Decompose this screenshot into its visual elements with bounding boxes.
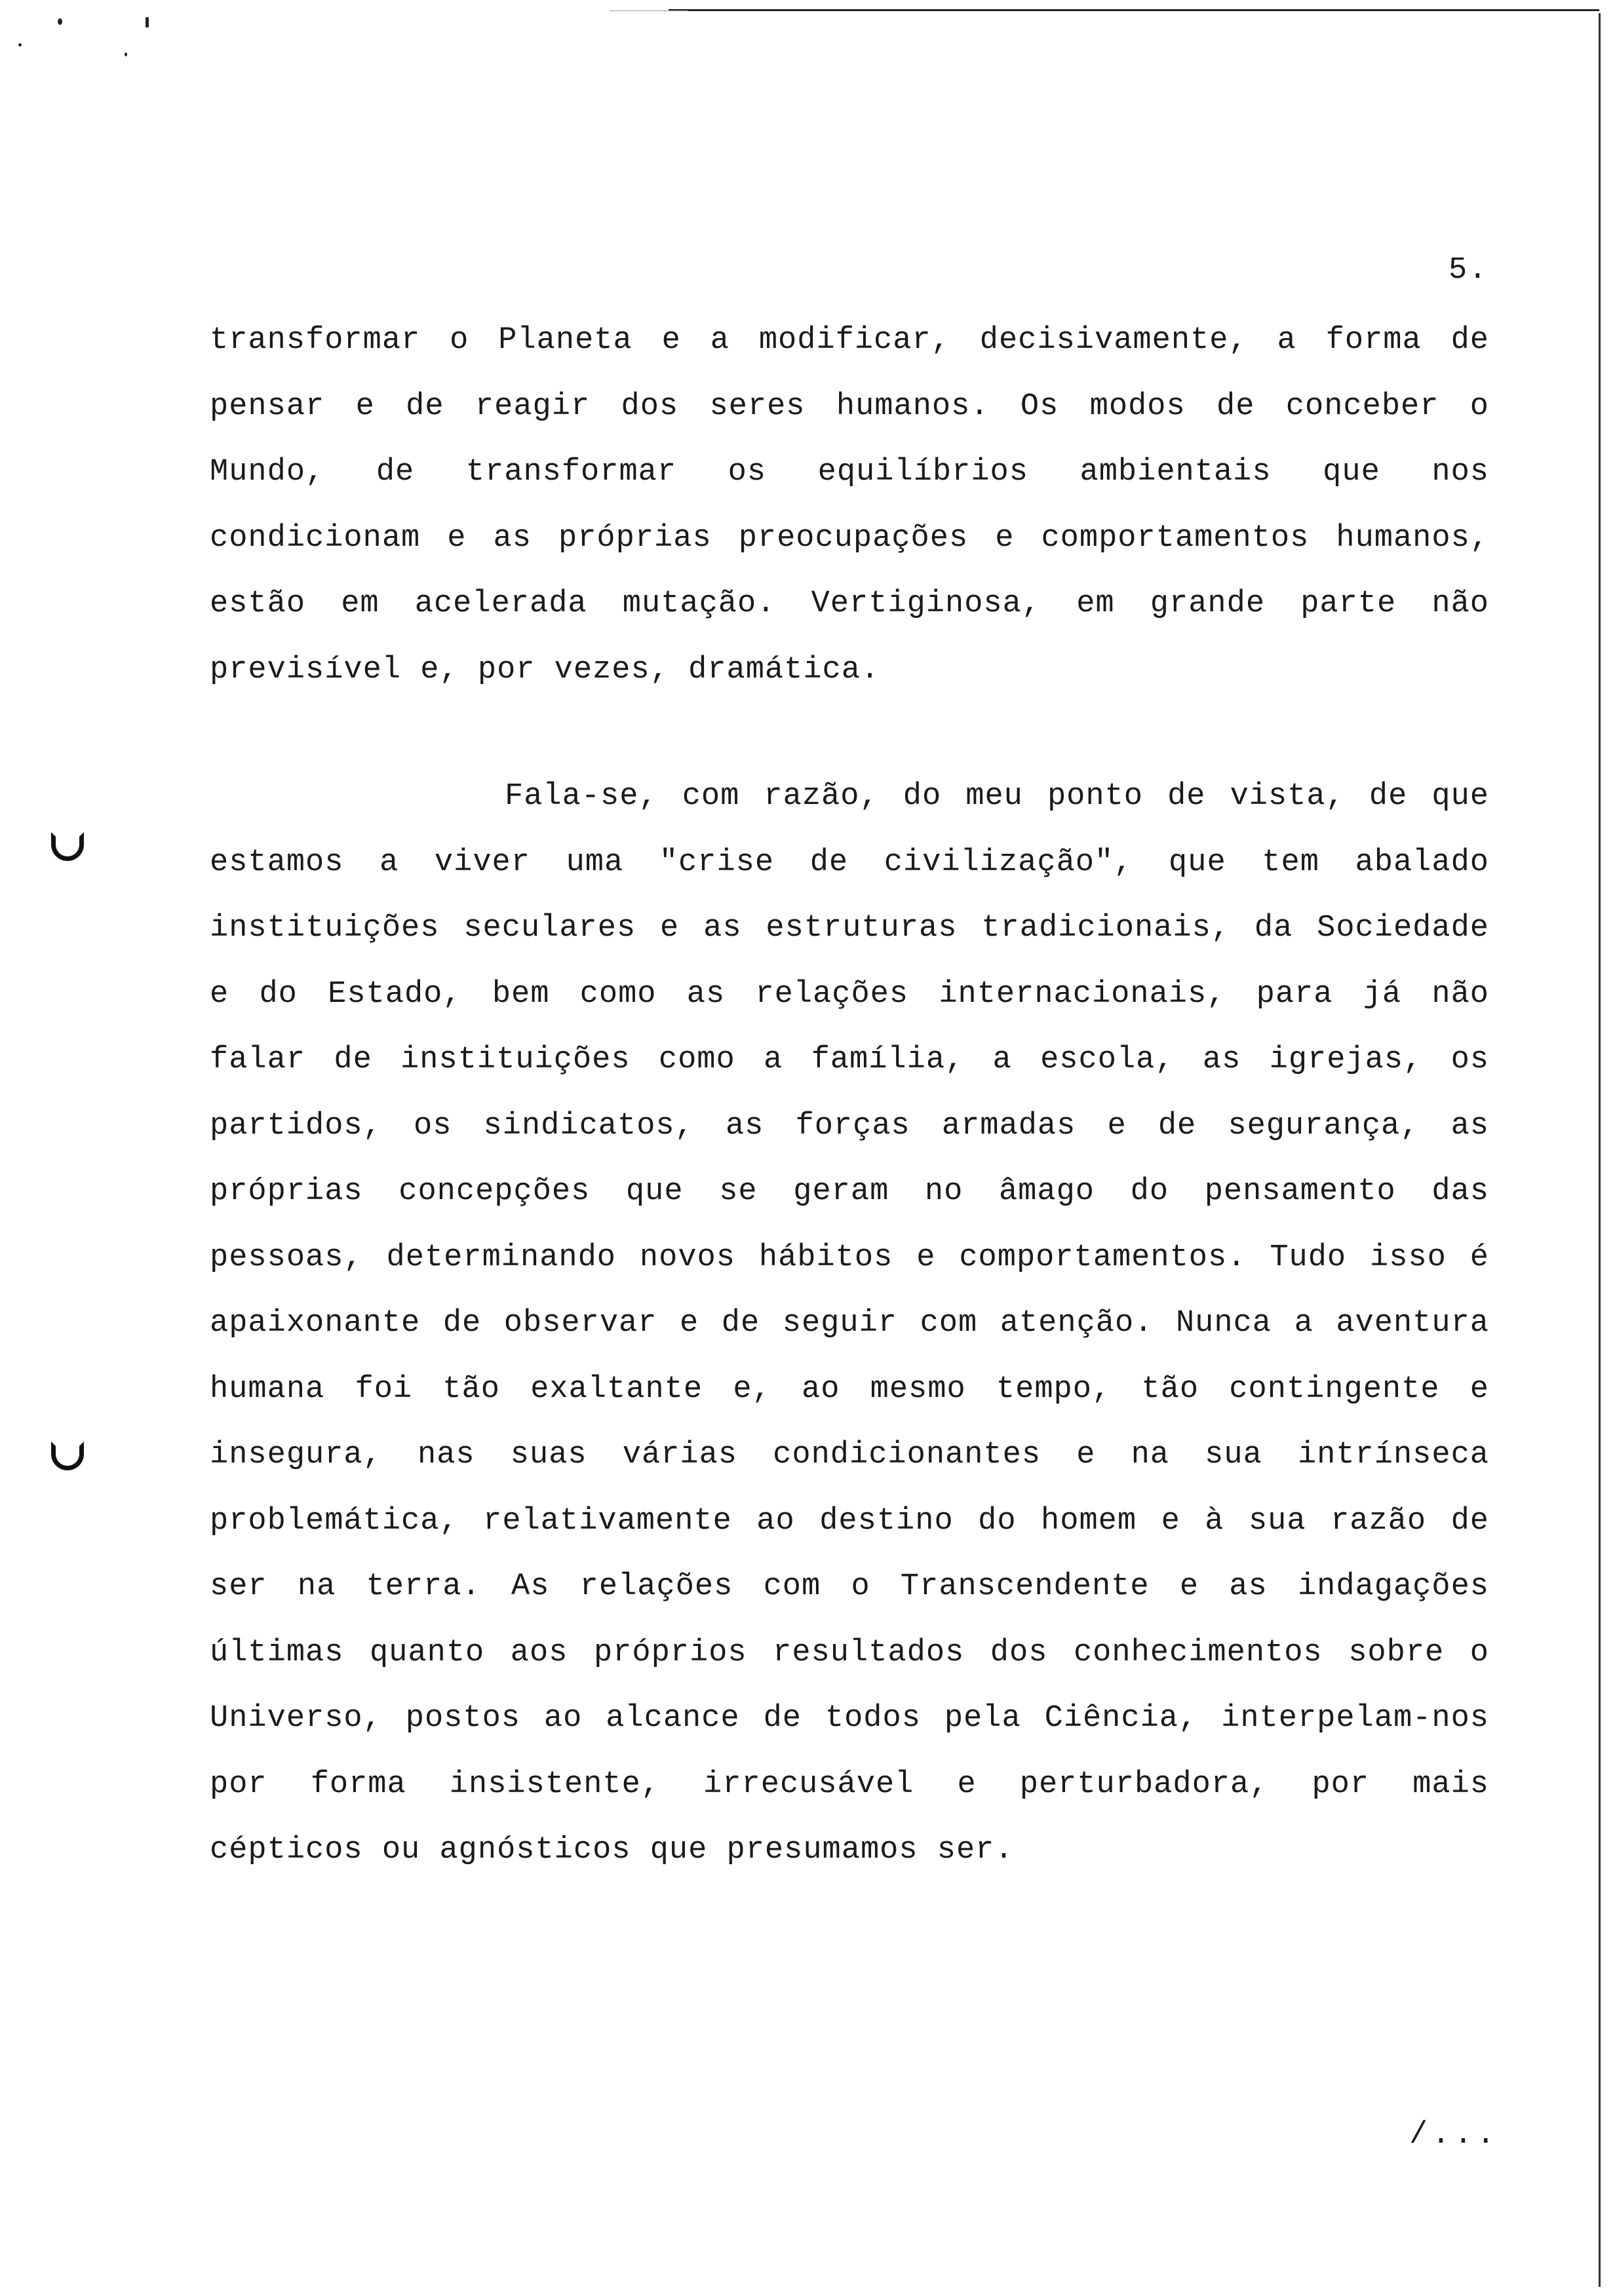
scan-speck	[125, 52, 127, 56]
text-line: ser na terra. As relações com o Transcendente e as indagações	[210, 1569, 1489, 1604]
text-line: instituições seculares e as estruturas tradicionais, da Sociedade	[210, 911, 1489, 946]
binder-hole-icon	[51, 832, 84, 861]
text-line: transformar o Planeta e a modificar, decisivamente, a forma de	[210, 323, 1489, 358]
text-line: falar de instituições como a família, a escola, as igrejas, os	[210, 1043, 1489, 1077]
text-line: e do Estado, bem como as relações internacionais, para já não	[210, 976, 1489, 1012]
text-line: estão em acelerada mutação. Vertiginosa, em grande parte não	[210, 586, 1489, 621]
text-line: pensar e de reagir dos seres humanos. Os modos de conceber o	[210, 389, 1489, 424]
page-number: 5.	[1449, 253, 1489, 288]
text-line: últimas quanto aos próprios resultados dos conhecimentos sobre o	[210, 1635, 1489, 1670]
binder-hole-icon	[51, 1442, 84, 1470]
top-edge-rule	[669, 9, 1599, 11]
scan-speck	[18, 43, 22, 47]
text-line: humana foi tão exaltante e, ao mesmo tempo, tão contingente e	[210, 1371, 1489, 1407]
continuation-mark: /...	[1409, 2118, 1499, 2152]
text-line: apaixonante de observar e de seguir com atenção. Nunca a aventura	[210, 1306, 1489, 1341]
text-line: por forma insistente, irrecusável e perturbadora, por mais	[210, 1767, 1489, 1802]
text-line: cépticos ou agnósticos que presumamos ser.	[210, 1833, 1014, 1867]
text-line: pessoas, determinando novos hábitos e comportamentos. Tudo isso é	[210, 1240, 1489, 1275]
text-line: previsível e, por vezes, dramática.	[210, 652, 880, 687]
text-line: Universo, postos ao alcance de todos pela Ciência, interpelam-nos	[210, 1701, 1489, 1736]
text-line: estamos a viver uma "crise de civilização", que tem abalado	[210, 845, 1489, 880]
text-line: Fala-se, com razão, do meu ponto de vista, de que	[505, 779, 1489, 814]
text-line: partidos, os sindicatos, as forças armadas e de segurança, as	[210, 1108, 1489, 1143]
paragraph-2	[210, 764, 1489, 1884]
scan-speck	[146, 17, 149, 28]
top-edge-rule-faint	[610, 10, 688, 11]
text-line: insegura, nas suas várias condicionantes e na sua intrínseca	[210, 1438, 1489, 1472]
text-line: condicionam e as próprias preocupações e comportamentos humanos,	[210, 520, 1489, 556]
text-line: próprias concepções que se geram no âmago do pensamento das	[210, 1174, 1489, 1209]
scan-speck	[58, 18, 62, 25]
text-line: problemática, relativamente ao destino do homem e à sua razão de	[210, 1503, 1489, 1539]
right-page-edge	[1599, 13, 1601, 2287]
text-line: Mundo, de transformar os equilíbrios ambientais que nos	[210, 455, 1489, 489]
paragraph-1	[210, 308, 1489, 703]
